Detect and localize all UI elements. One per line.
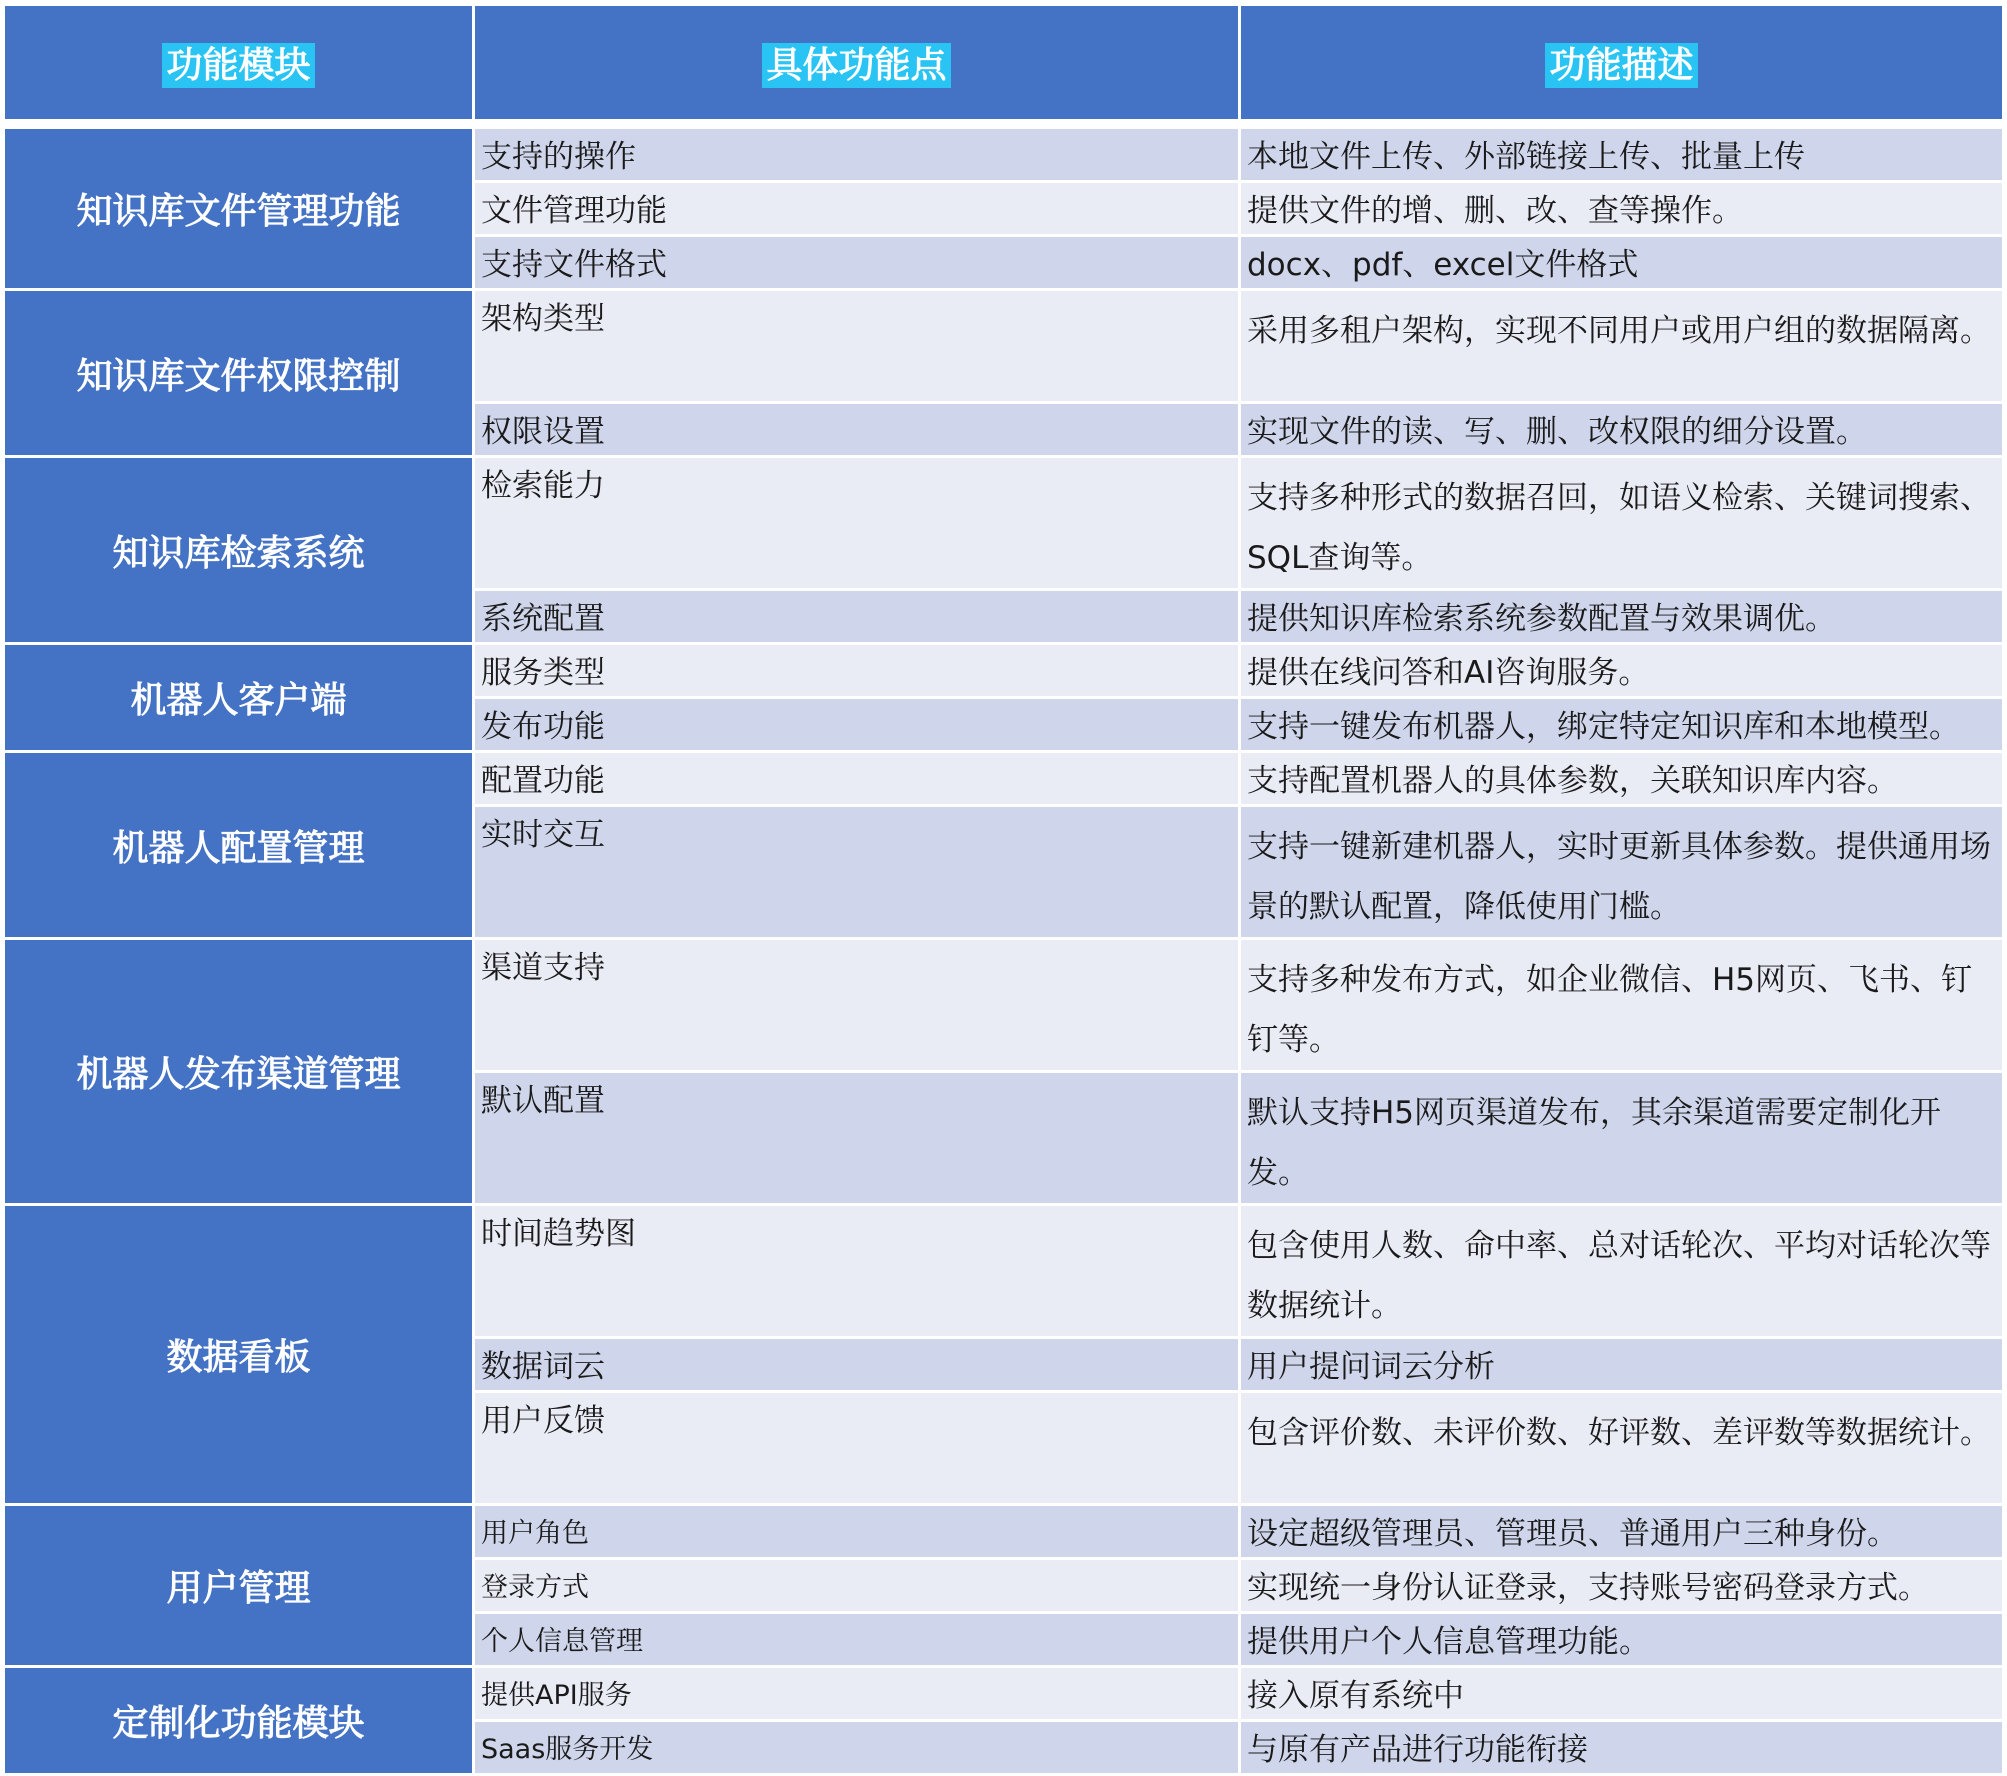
header-description: 功能描述 xyxy=(1240,5,2004,121)
header-module: 功能模块 xyxy=(4,5,474,121)
description-cell: 默认支持H5网页渠道发布，其余渠道需要定制化开发。 xyxy=(1240,1072,2004,1205)
feature-table xyxy=(2,3,2005,1776)
table-row xyxy=(4,752,2004,806)
feature-cell: 登录方式 xyxy=(474,1559,1240,1613)
table-row xyxy=(4,128,2004,182)
description-cell: 提供文件的增、删、改、查等操作。 xyxy=(1240,182,2004,236)
feature-cell: 用户角色 xyxy=(474,1505,1240,1559)
feature-cell: Saas服务开发 xyxy=(474,1721,1240,1775)
feature-cell: 数据词云 xyxy=(474,1338,1240,1392)
module-cell: 机器人发布渠道管理 xyxy=(4,939,474,1205)
description-cell: 包含评价数、未评价数、好评数、差评数等数据统计。 xyxy=(1240,1392,2004,1505)
table-row xyxy=(4,939,2004,1072)
feature-cell: 权限设置 xyxy=(474,403,1240,457)
feature-cell: 个人信息管理 xyxy=(474,1613,1240,1667)
description-cell: docx、pdf、excel文件格式 xyxy=(1240,236,2004,290)
feature-cell: 渠道支持 xyxy=(474,939,1240,1072)
module-cell: 机器人客户端 xyxy=(4,644,474,752)
feature-cell: 支持的操作 xyxy=(474,128,1240,182)
description-cell: 包含使用人数、命中率、总对话轮次、平均对话轮次等数据统计。 xyxy=(1240,1205,2004,1338)
description-cell: 实现文件的读、写、删、改权限的细分设置。 xyxy=(1240,403,2004,457)
feature-cell: 文件管理功能 xyxy=(474,182,1240,236)
module-cell: 用户管理 xyxy=(4,1505,474,1667)
description-cell: 采用多租户架构，实现不同用户或用户组的数据隔离。 xyxy=(1240,290,2004,403)
description-cell: 支持多种发布方式，如企业微信、H5网页、飞书、钉钉等。 xyxy=(1240,939,2004,1072)
description-cell: 本地文件上传、外部链接上传、批量上传 xyxy=(1240,128,2004,182)
table-row xyxy=(4,290,2004,403)
module-cell: 知识库文件管理功能 xyxy=(4,128,474,290)
description-cell: 支持一键发布机器人，绑定特定知识库和本地模型。 xyxy=(1240,698,2004,752)
feature-cell: 默认配置 xyxy=(474,1072,1240,1205)
table-row xyxy=(4,457,2004,590)
description-cell: 与原有产品进行功能衔接 xyxy=(1240,1721,2004,1775)
header-feature: 具体功能点 xyxy=(474,5,1240,121)
feature-cell: 支持文件格式 xyxy=(474,236,1240,290)
description-cell: 支持多种形式的数据召回，如语义检索、关键词搜索、SQL查询等。 xyxy=(1240,457,2004,590)
table-row xyxy=(4,1667,2004,1721)
module-cell: 知识库文件权限控制 xyxy=(4,290,474,457)
description-cell: 用户提问词云分析 xyxy=(1240,1338,2004,1392)
module-cell: 知识库检索系统 xyxy=(4,457,474,644)
feature-cell: 系统配置 xyxy=(474,590,1240,644)
module-cell: 数据看板 xyxy=(4,1205,474,1505)
description-cell: 提供用户个人信息管理功能。 xyxy=(1240,1613,2004,1667)
header-row xyxy=(4,5,2004,121)
description-cell: 支持配置机器人的具体参数，关联知识库内容。 xyxy=(1240,752,2004,806)
table-row xyxy=(4,1505,2004,1559)
description-cell: 设定超级管理员、管理员、普通用户三种身份。 xyxy=(1240,1505,2004,1559)
table-row xyxy=(4,644,2004,698)
module-cell: 机器人配置管理 xyxy=(4,752,474,939)
description-cell: 提供知识库检索系统参数配置与效果调优。 xyxy=(1240,590,2004,644)
module-cell: 定制化功能模块 xyxy=(4,1667,474,1775)
description-cell: 实现统一身份认证登录，支持账号密码登录方式。 xyxy=(1240,1559,2004,1613)
feature-cell: 发布功能 xyxy=(474,698,1240,752)
description-cell: 支持一键新建机器人，实时更新具体参数。提供通用场景的默认配置，降低使用门槛。 xyxy=(1240,806,2004,939)
feature-cell: 用户反馈 xyxy=(474,1392,1240,1505)
feature-cell: 配置功能 xyxy=(474,752,1240,806)
feature-cell: 服务类型 xyxy=(474,644,1240,698)
feature-cell: 时间趋势图 xyxy=(474,1205,1240,1338)
description-cell: 提供在线问答和AI咨询服务。 xyxy=(1240,644,2004,698)
feature-cell: 提供API服务 xyxy=(474,1667,1240,1721)
description-cell: 接入原有系统中 xyxy=(1240,1667,2004,1721)
feature-cell: 实时交互 xyxy=(474,806,1240,939)
table-row xyxy=(4,1205,2004,1338)
feature-cell: 检索能力 xyxy=(474,457,1240,590)
feature-cell: 架构类型 xyxy=(474,290,1240,403)
